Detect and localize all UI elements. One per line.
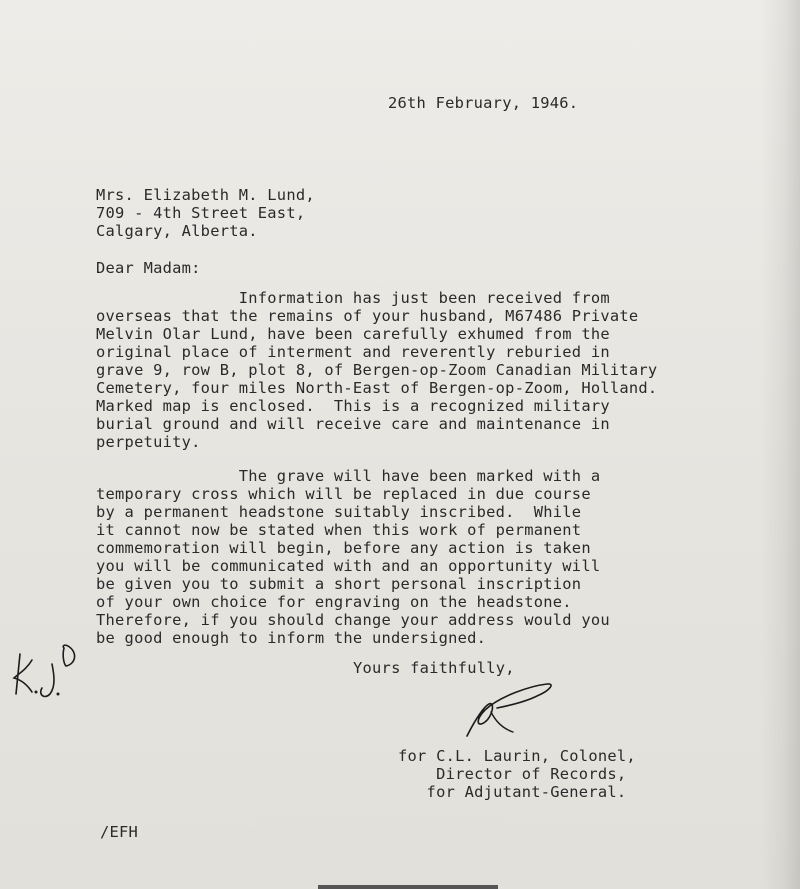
letter-date: 26th February, 1946. bbox=[388, 94, 579, 112]
signature-line-2: Director of Records, bbox=[398, 765, 627, 783]
paragraph1-line: grave 9, row B, plot 8, of Bergen-op-Zoom Canadian Military bbox=[96, 361, 658, 379]
signature-line-3: for Adjutant-General. bbox=[398, 783, 627, 801]
paragraph1-line: perpetuity. bbox=[96, 433, 201, 451]
handwritten-initials-mark bbox=[6, 634, 86, 704]
page-shadow-edge bbox=[760, 0, 800, 889]
paragraph2-line: it cannot now be stated when this work of permanent bbox=[96, 521, 582, 539]
paragraph1-line: Cemetery, four miles North-East of Bergen-op-Zoom, Holland. bbox=[96, 379, 658, 397]
paragraph1-line: original place of interment and reverently reburied in bbox=[96, 343, 610, 361]
recipient-city: Calgary, Alberta. bbox=[96, 222, 258, 240]
paragraph2-line: The grave will have been marked with a bbox=[96, 467, 601, 485]
paragraph1-line: Information has just been received from bbox=[96, 289, 610, 307]
reference-initials: /EFH bbox=[100, 823, 139, 841]
paragraph2-line: temporary cross which will be replaced in due course bbox=[96, 485, 591, 503]
recipient-street: 709 - 4th Street East, bbox=[96, 204, 306, 222]
paragraph1-line: burial ground and will receive care and maintenance in bbox=[96, 415, 610, 433]
paragraph2-line: commemoration will begin, before any action is taken bbox=[96, 539, 591, 557]
paragraph2-line: be given you to submit a short personal inscription bbox=[96, 575, 582, 593]
paragraph2-line: be good enough to inform the undersigned. bbox=[96, 629, 487, 647]
handwritten-signature bbox=[455, 676, 565, 746]
closing: Yours faithfully, bbox=[353, 659, 515, 677]
salutation: Dear Madam: bbox=[96, 259, 201, 277]
recipient-name: Mrs. Elizabeth M. Lund, bbox=[96, 186, 315, 204]
paragraph1-line: Melvin Olar Lund, have been carefully exhumed from the bbox=[96, 325, 610, 343]
signature-line-1: for C.L. Laurin, Colonel, bbox=[398, 747, 636, 765]
paragraph1-line: Marked map is enclosed. This is a recognized military bbox=[96, 397, 610, 415]
paragraph2-line: by a permanent headstone suitably inscribed. While bbox=[96, 503, 582, 521]
paragraph2-line: you will be communicated with and an opportunity will bbox=[96, 557, 601, 575]
paragraph2-line: of your own choice for engraving on the headstone. bbox=[96, 593, 572, 611]
paragraph2-line: Therefore, if you should change your address would you bbox=[96, 611, 610, 629]
paragraph1-line: overseas that the remains of your husband, M67486 Private bbox=[96, 307, 639, 325]
page-bottom-edge bbox=[318, 885, 498, 889]
